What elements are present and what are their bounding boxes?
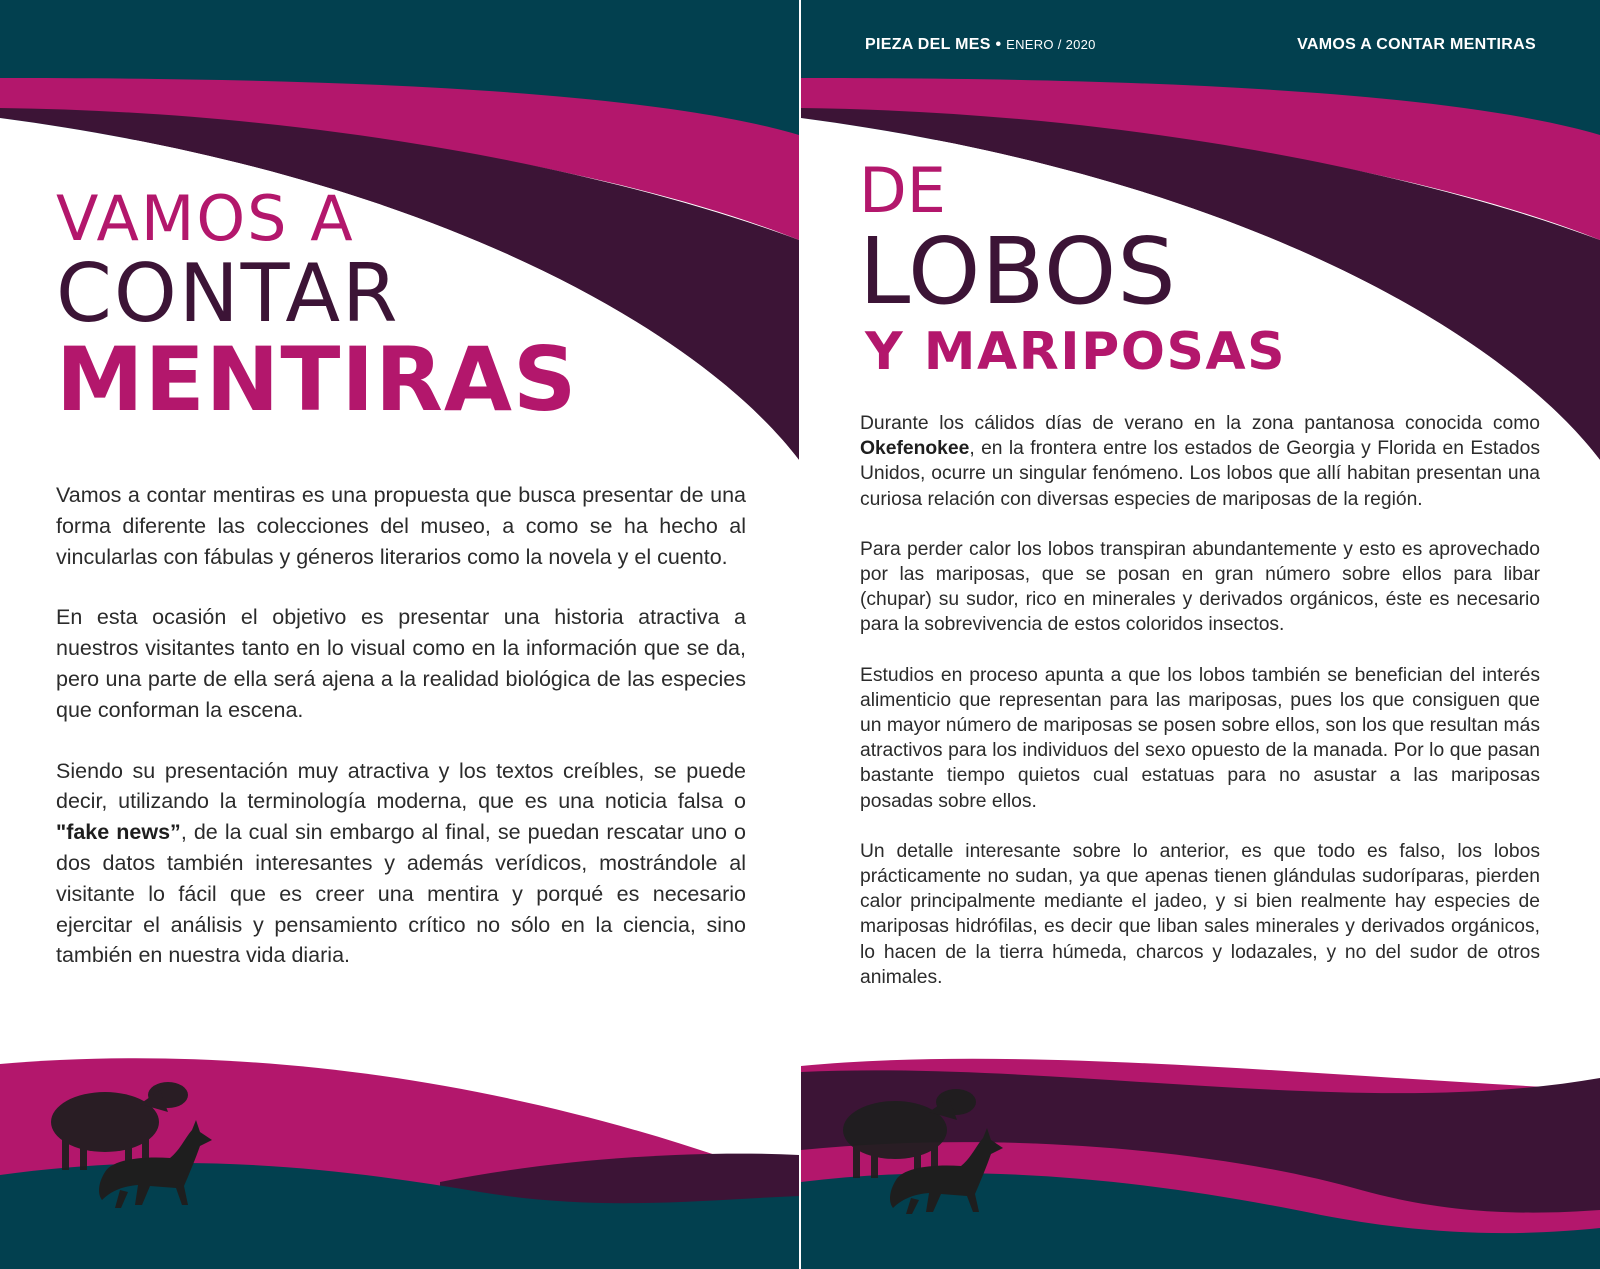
- right-p1-after: , en la frontera entre los estados de Georgia y Florida en Estados Unidos, ocurre un singular fenómeno. Los lobos que allí habitan presentan una curiosa relación con diversas especies de mariposas de la región.: [860, 438, 1540, 510]
- title-line-de: DE: [859, 154, 946, 227]
- right-page: [801, 0, 1600, 1269]
- right-body-text: [860, 411, 1540, 1015]
- right-paragraph-2: Para perder calor los lobos transpiran abundantemente y esto es aprovechado por las mariposas, que se posan en gran número sobre ellos para libar (chupar) su sudor, rico en minerales y derivados orgánicos, éste es necesario para la sobrevivencia de estos coloridos insectos.: [860, 538, 1540, 636]
- left-paragraph-2: En esta ocasión el objetivo es presentar una historia atractiva a nuestros visitantes tanto en lo visual como en la información que se da, pero una parte de ella será ajena a la realidad biológica de las especies que conforman la escena.: [56, 605, 746, 722]
- left-paragraph-1: Vamos a contar mentiras es una propuesta que busca presentar de una forma diferente las colecciones del museo, a como se ha hecho al vincularlas con fábulas y géneros literarios como la novela y el cuento.: [56, 483, 746, 569]
- title-line-vamos: VAMOS A: [56, 182, 355, 255]
- right-paragraph-4: Un detalle interesante sobre lo anterior, es que todo es falso, los lobos prácticamente no sudan, ya que apenas tienen glándulas sudoríparas, pierden calor principalmente mediante el jadeo, y si bien realmente hay especies de mariposas hidrófilas, es decir que liban sales minerales y derivados orgánicos, lo hacen de la tierra húmeda, charcos y lodazales, y no del sudor de otros animales.: [860, 840, 1540, 988]
- header-bullet: •: [995, 36, 1002, 53]
- right-paragraph-3: Estudios en proceso apunta a que los lobos también se benefician del interés alimenticio que representan para las mariposas, pues los que consiguen que un mayor número de mariposas se posen sobre ellos, son los que resultan más atractivos para los individuos del sexo opuesto de la manada. Por lo que pasan bastante tiempo quietos cual estatuas para no asustar a las mariposas posadas sobre ellos.: [860, 664, 1540, 812]
- title-line-contar: CONTAR: [56, 247, 400, 340]
- fake-news-bold: "fake news”: [56, 820, 181, 845]
- left-p3-after: , de la cual sin embargo al final, se puedan rescatar uno o dos datos también interesantes y además verídicos, mostrándole al visitante lo fácil que es creer una mentira y porqué es necesario ejercitar el análisis y pensamiento crítico no sólo en la ciencia, sino también en nuestra vida diaria.: [56, 820, 746, 968]
- left-p3-before: Siendo su presentación muy atractiva y los textos creíbles, se puede decir, utilizando la terminología moderna, que es una noticia falsa o: [56, 758, 746, 814]
- header-pieza-label: PIEZA DEL MES: [865, 36, 991, 53]
- right-paragraph-1: [860, 411, 1540, 512]
- header-date: ENERO / 2020: [1006, 37, 1096, 52]
- right-title: [859, 154, 1287, 382]
- running-header-left: [865, 36, 1096, 54]
- right-p1-before: Durante los cálidos días de verano en la zona pantanosa conocida como: [860, 413, 1540, 434]
- running-header-right: VAMOS A CONTAR MENTIRAS: [1297, 36, 1536, 53]
- okefenokee-bold: Okefenokee: [860, 438, 970, 460]
- title-line-mariposas: Y MARIPOSAS: [865, 322, 1287, 382]
- left-body-text: [56, 480, 746, 1001]
- left-page: [0, 0, 799, 1269]
- left-title: [56, 182, 578, 431]
- title-line-lobos: LOBOS: [859, 218, 1177, 325]
- left-paragraph-3: [56, 756, 746, 972]
- title-line-mentiras: MENTIRAS: [56, 328, 578, 431]
